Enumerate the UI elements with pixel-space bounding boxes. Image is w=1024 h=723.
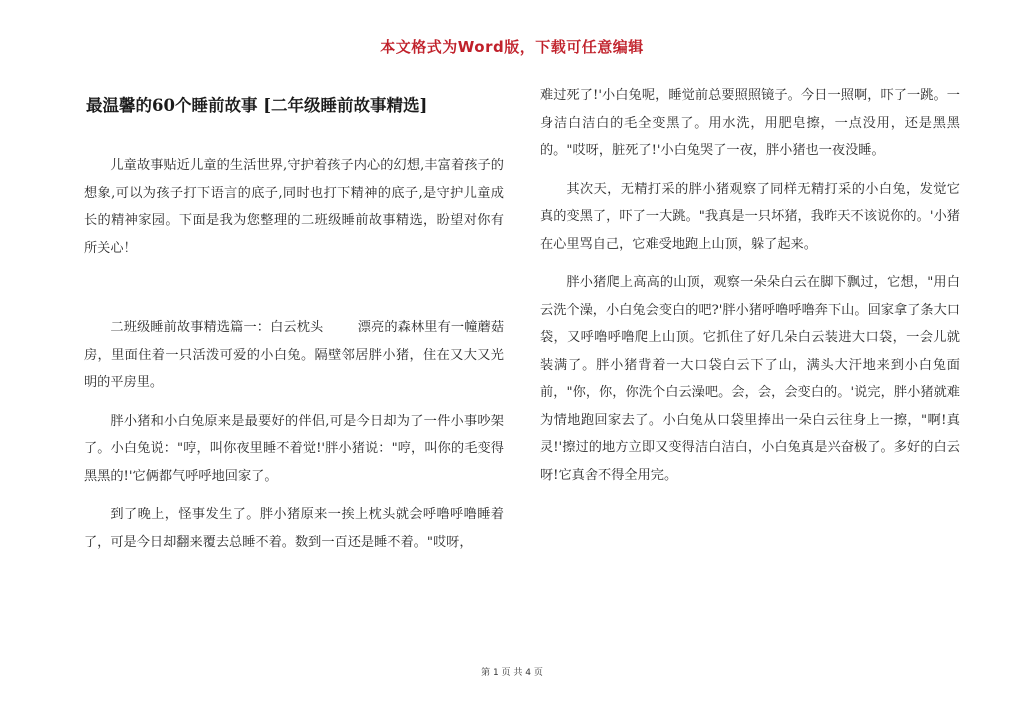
story-paragraph-5: 其次天，无精打采的胖小猪观察了同样无精打采的小白兔，发觉它真的变黑了，吓了一大跳。"我真是一只坏猪，我昨天不该说你的。'小猪在心里骂自己，它难受地跑上山顶，躲了起来。 (540, 181, 960, 252)
story-paragraph-2: 胖小猪和小白兔原来是最要好的伴侣,可是今日却为了一件小事吵架了。小白兔说："哼，叫你夜里睡不着觉!'胖小猪说："哼，叫你的毛变得黑黑的!'它俩都气呼呼地回家了。 (84, 413, 504, 484)
page-footer: 第 1 页 共 4 页 (481, 668, 543, 678)
story-paragraph-4: 难过死了!'小白兔呢，睡觉前总要照照镜子。今日一照啊，吓了一跳。一身洁白洁白的毛全变黑了。用水洗，用肥皂擦，一点没用，还是黑黑的。"哎呀，脏死了!'小白兔哭了一夜，胖小猪也一夜没睡。 (540, 88, 960, 158)
section-text: 漂亮的森林里有一幢蘑菇房，里面住着一只活泼可爱的小白兔。隔壁邻居胖小猪，住在又大又光明的平房里。 (84, 320, 505, 390)
right-column (540, 82, 960, 489)
intro-paragraph: 儿童故事贴近儿童的生活世界,守护着孩子内心的幻想,丰富着孩子的想象,可以为孩子打下语言的底子,同时也打下精神的底子,是守护儿童成长的精神家园。下面是我为您整理的二班级睡前故事精选，盼望对你有所关心！ (84, 158, 504, 256)
format-banner: 本文格式为Word版，下载可任意编辑 (380, 38, 644, 56)
story-paragraph-3: 到了晚上，怪事发生了。胖小猪原来一挨上枕头就会呼噜呼噜睡着了，可是今日却翻来覆去总睡不着。数到一百还是睡不着。"哎呀， (84, 507, 504, 550)
story-paragraph-6: 胖小猪爬上高高的山顶，观察一朵朵白云在脚下飘过，它想，"用白云洗个澡，小白兔会变白的吧?'胖小猪呼噜呼噜奔下山。回家拿了条大口袋，又呼噜呼噜爬上山顶。它抓住了好几朵白云装进大口袋，一会儿就装满了。胖小猪背着一大口袋白云下了山，满头大汗地来到小白兔面前，"你，你，你洗个白云澡吧。会，会，会变白的。'说完，胖小猪就难为情地跑回家去了。小白兔从口袋里捧出一朵白云往身上一擦，"啊!真灵!'擦过的地方立即又变得洁白洁白，小白兔真是兴奋极了。多好的白云呀!它真舍不得全用完。 (540, 275, 960, 483)
left-column (84, 82, 504, 556)
document-title: 最温馨的60个睡前故事 [二年级睡前故事精选] (86, 96, 428, 115)
section-paragraph (84, 314, 504, 397)
section-label: 二班级睡前故事精选篇一：白云枕头 (110, 320, 324, 335)
